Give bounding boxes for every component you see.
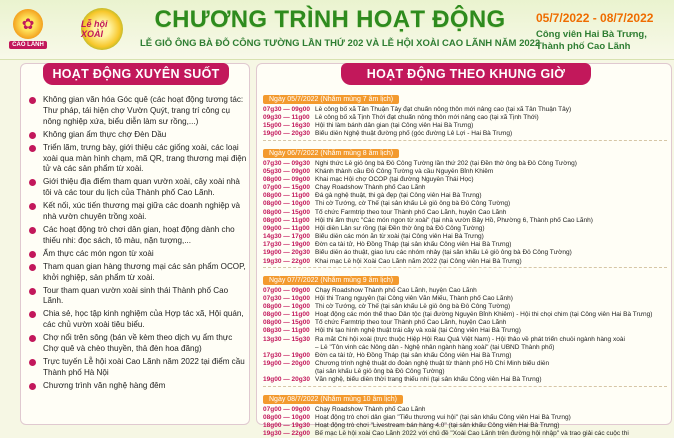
schedule-activity: Hội diễn Lân sư rồng (tại Đền thờ ông bà Đỗ Công Tường) [315,224,485,232]
schedule-activity: – Lễ "Tôn vinh các Nông dân - Nghệ nhân ngành hàng xoài" (tại UBND Thành phố) [315,343,555,351]
schedule-activity: Khai mạc Lễ hội Xoài Cao Lãnh năm 2022 (tại Công viên Hai Bà Trưng) [315,257,522,265]
day-divider [263,140,667,141]
day-label: Ngày 07/7/2022 (Nhằm mùng 9 âm lịch) [263,276,399,285]
day-divider [263,386,667,387]
cao-lanh-logo [6,4,50,54]
schedule-activity: Hoạt động trò chơi "Livestream bán hàng 4.0" (tại sân khấu Công viên Hai Bà Trưng) [315,421,560,429]
schedule-row [263,217,667,225]
day-label: Ngày 05/7/2022 (Nhằm mùng 7 âm lịch) [263,95,399,104]
activity-item: Chia sẻ, học tập kinh nghiệm của Hợp tác xã, Hội quán, các chủ vườn xoài tiêu biểu. [29,309,247,331]
schedule-time: 19g30 — 22g00 [263,257,310,265]
schedule-activity: Đá gà nghệ thuật, thi gà đẹp (tại Công viên Hai Bà Trưng) [315,192,482,200]
schedule-row [263,344,667,352]
schedule-row [263,233,667,241]
schedule-time: 07g30 — 09g00 [263,106,310,113]
schedule-activity: Biểu diễn các món ăn từ xoài (tại Công viên Hai Bà Trưng) [315,233,484,241]
schedule-activity: Chạy Roadshow Thành phố Cao Lãnh, huyện Cao Lãnh [315,286,477,294]
schedule-activity: Đờn ca tài tử, Hò Đồng Tháp (tại sân khấu Công viên Hai Bà Trưng) [315,351,512,359]
schedule-time: 07g00 — 09g00 [263,286,310,294]
schedule-activity: Biểu diễn áo thuật, giao lưu các nhóm nhảy (tại sân khấu Lễ giỗ ông bà Đỗ Công Tường) [315,249,572,257]
schedule-activity: Tổ chức Farmtrip theo tour Thành phố Cao Lãnh, huyện Cao Lãnh [315,208,507,216]
schedule-activity: Hội thi Trang nguyên (tại Công viên Văn Miếu, Thành phố Cao Lãnh) [315,294,513,302]
schedule-time: 18g00 — 19g30 [263,421,310,429]
schedule-activity: Khánh thành cầu Đỗ Công Tường và cầu Nguyễn Bỉnh Khiêm [315,167,494,175]
schedule-activity: Chạy Roadshow Thành phố Cao Lãnh [315,405,426,413]
mango-emblem-icon: ✿ [13,9,43,39]
schedule-time: 08g00 — 15g00 [263,208,310,216]
schedule-activity: Nghi thức Lễ giỗ ông bà Đỗ Công Tường lần thứ 202 (tại Đền thờ ông bà Đỗ Công Tường) [315,159,577,167]
activity-item: Chợ nổi trên sông (bán về kèm theo dịch vụ ẩm thực Chợ quê và chèo thuyền, thả đèn hoa đăng) [29,333,247,355]
schedule-row [263,327,667,335]
day-divider [263,267,667,268]
schedule-time: 08g00 — 10g00 [263,200,310,208]
schedule-time: 19g00 — 20g00 [263,360,310,368]
schedule-time: 08g00 — 10g00 [263,413,310,421]
schedule-activity: Chạy Roadshow Thành phố Cao Lãnh [315,184,426,192]
schedule-row [263,225,667,233]
schedule-row [263,184,667,192]
schedule-time: 07g30 — 09g30 [263,159,310,167]
activity-item: Chương trình văn nghệ hàng đêm [29,381,247,392]
schedule-row [263,160,667,168]
schedule-time: 09g00 — 11g00 [263,224,310,232]
schedule-row [263,200,667,208]
schedule-row [263,406,667,414]
schedule-row [263,209,667,217]
venue-line-2: Thành phố Cao Lãnh [536,41,631,52]
schedule-row [263,192,667,200]
schedule-activity: Văn nghệ, biểu diễn thời trang thiếu nhi (tại sân khấu Công viên Hai Bà Trưng) [315,376,542,384]
schedule-row [263,430,667,438]
schedule-time: 08g30 — 11g00 [263,327,310,335]
ongoing-activities-heading: HOẠT ĐỘNG XUYÊN SUỐT [43,63,229,85]
schedule-time: 08g00 — 11g00 [263,216,310,224]
schedule-panel [256,63,672,437]
schedule-activity: Hội thi tạo hình nghệ thuật trái cây và xoài (tại Công viên Hai Bà Trưng) [315,327,521,335]
schedule-row [263,368,667,376]
schedule-row [263,311,667,319]
venue-line-1: Công viên Hai Bà Trưng, [536,29,647,40]
schedule-list [263,88,667,438]
schedule-time: 08g00 — 09g00 [263,175,310,183]
activity-item: Giới thiệu địa điểm tham quan vườn xoài, cây xoài nhà tôi và các tour du lịch của Thành phố Cao Lãnh. [29,177,247,199]
schedule-activity: Hoạt động các món thể thao Dân tộc (tại đường Nguyễn Bỉnh Khiêm) - Hội thi chọi chim (tại Công viên Hai Bà Trưng) [315,311,653,319]
activity-item: Tour tham quan vườn xoài sinh thái Thành phố Cao Lãnh. [29,286,247,308]
schedule-activity: Ra mắt Chi hội xoài (trực thuộc Hiệp Hội Rau Quả Việt Nam) - Hội thảo về phát triển chuỗi ngành hàng xoài [315,335,625,343]
ongoing-activities-panel [20,63,250,425]
activity-item: Tham quan gian hàng thương mại các sản phẩm OCOP, khởi nghiệp, sản phẩm từ xoài. [29,262,247,284]
schedule-time: 08g00 — 15g00 [263,319,310,327]
page-title: CHƯƠNG TRÌNH HOẠT ĐỘNG [154,6,506,33]
schedule-row [263,376,667,384]
schedule-time: 07g30 — 10g00 [263,294,310,302]
schedule-time: 05g30 — 09g00 [263,167,310,175]
activity-item: Ẩm thực các món ngon từ xoài [29,249,247,260]
schedule-activity: Thi cờ Tướng, cờ Thế (tại sân khấu Lễ giỗ ông bà Đỗ Công Tường) [315,200,511,208]
schedule-activity: Chương trình nghệ thuật do đoàn nghệ thuật từ thành phố Hồ Chí Minh biểu diễn [315,360,550,368]
schedule-time: 19g30 — 22g00 [263,430,310,437]
schedule-activity: Hội thi làm bánh dân gian (tại Công viên Hai Bà Trưng) [315,122,474,130]
activity-item: Kết nối, xúc tiến thương mại giữa các doanh nghiệp và nhà vườn chuyên trồng xoài. [29,201,247,223]
activity-item: Trực tuyến Lễ hội xoài Cao Lãnh năm 2022 tại điểm cầu Thành phố Hà Nội [29,357,247,379]
schedule-time: 19g00 — 20g30 [263,376,310,384]
schedule-row [263,295,667,303]
schedule-time: 14g30 — 17g00 [263,233,310,241]
schedule-row [263,130,667,138]
ongoing-activities-list [29,95,247,394]
schedule-heading: HOẠT ĐỘNG THEO KHUNG GIỜ [341,63,591,85]
schedule-activity: Hoạt động trò chơi dân gian "Tiểu thương vui hội" (tại sân khấu Công viên Hai Bà Trưng) [315,413,571,421]
schedule-time: 19g00 — 20g30 [263,130,310,138]
schedule-row [263,168,667,176]
day-label: Ngày 08/7/2022 (Nhằm mùng 10 âm lịch) [263,395,403,404]
activity-item: Triển lãm, trưng bày, giới thiệu các giống xoài, các loại xoài qua màn hình chạm, mã QR, trang thương mại điện tử và các sản phẩm từ xoài. [29,143,247,176]
schedule-time: 07g00 — 15g00 [263,184,310,192]
activity-item: Không gian văn hóa Góc quê (các hoạt động tương tác: Thư pháp, tái hiện chợ Vườn Quýt, trang trí công cụ nông nghiệp xứa, biểu diễn làm sư rồng,...) [29,95,247,128]
schedule-row [263,249,667,257]
schedule-activity: Đờn ca tài tử, Hò Đồng Tháp (tại sân khấu Công viên Hai Bà Trưng) [315,241,512,249]
mango-festival-logo [80,4,124,54]
schedule-time: 15g00 — 16g30 [263,122,310,130]
schedule-activity: Bế mạc Lễ hội xoài Cao Lãnh 2022 với chủ đề "Xoài Cao Lãnh trên đường hội nhập" và trao giải các cuộc thi [315,430,629,437]
schedule-row [263,114,667,122]
page-subtitle: LỄ GIỖ ÔNG BÀ ĐỖ CÔNG TƯỜNG LẦN THỨ 202 VÀ LỄ HỘI XOÀI CAO LÃNH NĂM 2022 [140,38,541,49]
schedule-row [263,241,667,249]
schedule-time: 08g00 — 10g00 [263,302,310,310]
schedule-activity: Lễ công bố xã Tân Thuận Tây đạt chuẩn nông thôn mới nâng cao (tại xã Tân Thuận Tây) [315,106,572,113]
schedule-row [263,319,667,327]
schedule-activity: (tại sân khấu Lễ giỗ ông bà Đỗ Công Tường) [315,368,445,376]
schedule-row [263,414,667,422]
schedule-time [263,344,315,352]
schedule-time: 13g30 — 15g30 [263,335,310,343]
activity-item: Không gian ẩm thực chợ Đèn Dầu [29,130,247,141]
schedule-activity: Hội thi ẩm thực "Các món ngon từ xoài" (tại nhà vườn Bảy Hồ, Phường 6, Thành phố Cao Lãnh) [315,216,593,224]
schedule-activity: Lễ công bố xã Tịnh Thới đạt chuẩn nông thôn mới nâng cao (tại xã Tịnh Thới) [315,114,539,122]
activity-item: Các hoạt động trò chơi dân gian, hoạt động dành cho thiếu nhi: đọc sách, tô màu, nặn tượng,... [29,225,247,247]
schedule-row [263,122,667,130]
schedule-activity: Biểu diễn Nghệ thuật đường phố (góc đường Lê Lợi - Hai Bà Trưng) [315,130,513,138]
schedule-time: 19g00 — 20g30 [263,249,310,257]
schedule-row [263,287,667,295]
schedule-time: 09g30 — 11g00 [263,114,310,122]
logo-left-text: CAO LÃNH [9,41,47,49]
date-range: 05/7/2022 - 08/7/2022 [536,11,654,25]
schedule-time: 08g00 — 11g00 [263,192,310,200]
header-banner [0,0,674,60]
schedule-row [263,336,667,344]
schedule-row [263,303,667,311]
schedule-time: 17g30 — 19g00 [263,241,310,249]
schedule-row [263,360,667,368]
schedule-time: 17g30 — 19g00 [263,351,310,359]
schedule-time: 07g00 — 09g00 [263,405,310,413]
schedule-time [263,368,315,376]
schedule-row [263,258,667,266]
schedule-activity: Thi cờ Tướng, cờ Thế (tại sân khấu Lễ giỗ ông bà Đỗ Công Tường) [315,302,511,310]
schedule-row [263,352,667,360]
schedule-row [263,106,667,114]
schedule-row [263,176,667,184]
schedule-activity: Khai mạc Hội chợ OCOP (tại đường Nguyễn Thái Học) [315,175,474,183]
day-label: Ngày 06/7/2022 (Nhằm mùng 8 âm lịch) [263,149,399,158]
schedule-activity: Tổ chức Farmtrip theo tour Thành phố Cao Lãnh, huyện Cao Lãnh [315,319,507,327]
festival-logo-text: Lễ hội XOÀI [81,8,123,50]
schedule-time: 08g00 — 11g00 [263,311,310,319]
